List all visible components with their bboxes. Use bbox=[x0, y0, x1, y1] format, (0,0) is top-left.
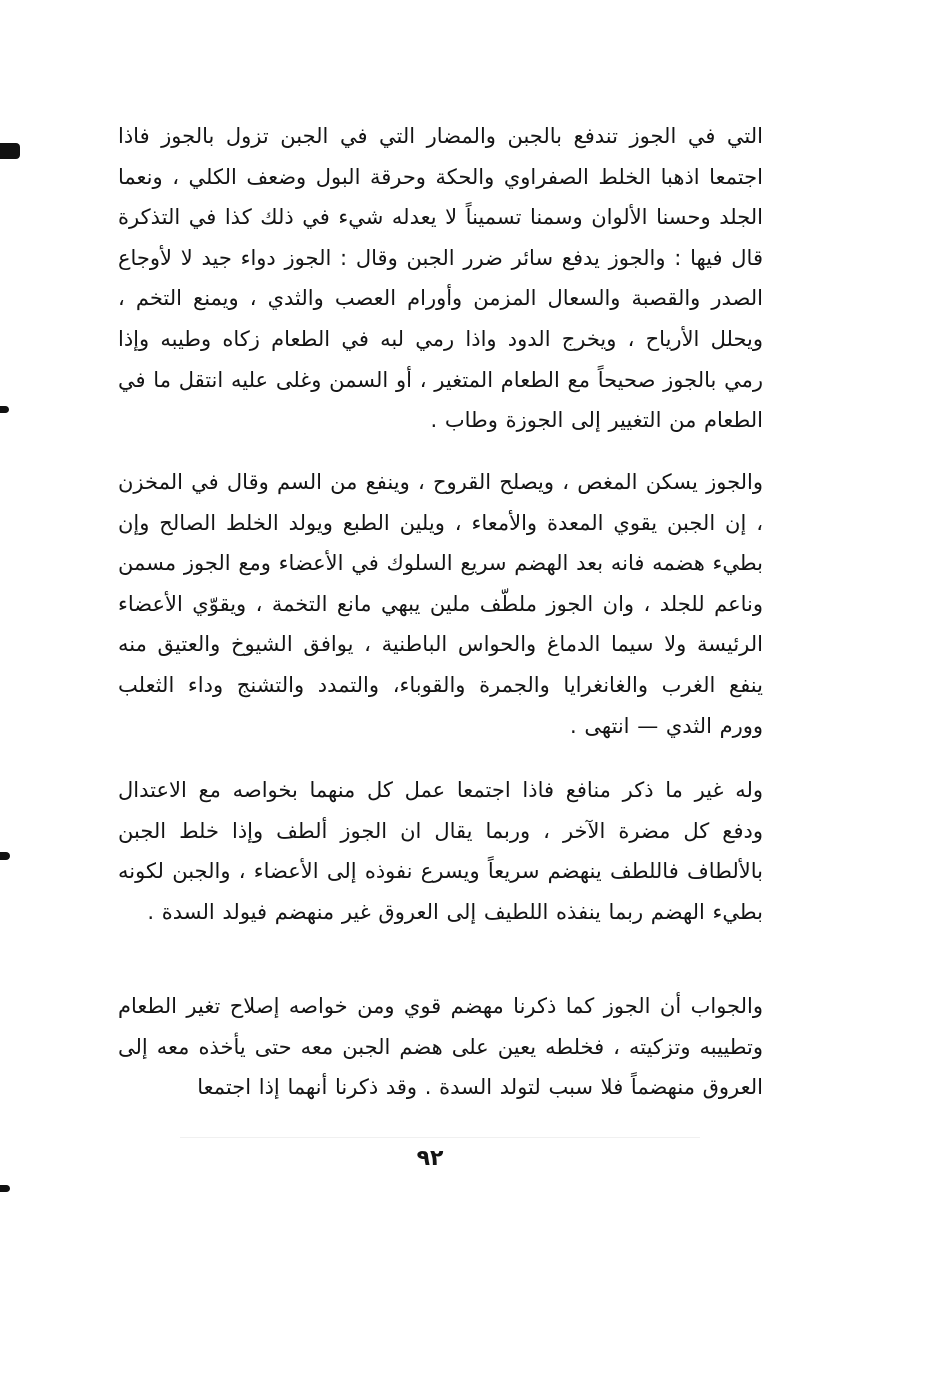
scan-edge-mark bbox=[0, 143, 20, 159]
paragraph-4: والجواب أن الجوز كما ذكرنا مهضم قوي ومن خواصه إصلاح تغير الطعام وتطييبه وتزكيته ، فخلطه يعين على هضم الجبن معه حتى يأخذه معه إلى العروق منهضماً فلا سبب لتولد السدة . وقد ذكرنا أنهما إذا اجتمعا bbox=[118, 994, 763, 1100]
paragraph-3: وله غير ما ذكر منافع فاذا اجتمعا عمل كل منهما بخواصه مع الاعتدال ودفع كل مضرة الآخر ، وربما يقال ان الجوز ألطف وإذا خلط الجبن بالألطاف فاللطف ينهضم سريعاً ويسرع نفوذه إلى الأعضاء ، والجبن لكونه بطيء الهضم ربما ينفذه اللطيف إلى العروق غير منهضم فيولد السدة . bbox=[118, 778, 763, 924]
paragraph-1: التي في الجوز تندفع بالجبن والمضار التي في الجبن تزول بالجوز فاذا اجتمعا اذهبا الخلط الصفراوي والحكة وحرقة البول وضعف الكلي ، ونعما الجلد وحسنا الألوان وسمنا تسميناً لا يعدله شيء في ذلك كذا في التذكرة قال فيها : والجوز يدفع سائر ضرر الجبن وقال : الجوز دواء جيد لا لأوجاع الصدر والقصبة والسعال المزمن وأورام العصب والثدي ، ويمنع التخم ، ويحلل الأرياح ، ويخرج الدود واذا رمي لبه في الطعام زكاه وطيبه وإذا رمي بالجوز صحيحاً مع الطعام المتغير ، أو السمن وغلى عليه انتقل ما في الطعام من التغيير إلى الجوزة وطاب . bbox=[118, 124, 763, 433]
scan-edge-mark bbox=[0, 406, 9, 413]
page-number: ٩٢ bbox=[416, 1146, 444, 1171]
scan-edge-mark bbox=[0, 1185, 10, 1192]
scan-noise bbox=[180, 1137, 700, 1138]
scan-edge-mark bbox=[0, 852, 10, 860]
paragraph-2: والجوز يسكن المغص ، ويصلح القروح ، وينفع من السم وقال في المخزن ، إن الجبن يقوي المعدة والأمعاء ، ويلين الطبع ويولد الخلط الصالح وإن بطيء هضمه فانه بعد الهضم سريع السلوك في الأعضاء ومع الجوز مسمن وناعم للجلد ، وان الجوز ملطّف ملين يبهي مانع التخمة ، ويقوّي الأعضاء الرئيسة ولا سيما الدماغ والحواس الباطنية ، يوافق الشيوخ والعتيق منه ينفع الغرب والغانغرايا والجمرة والقوباء، والتمدد والتشنج وداء الثعلب وورم الثدي — انتهى . bbox=[118, 470, 763, 738]
